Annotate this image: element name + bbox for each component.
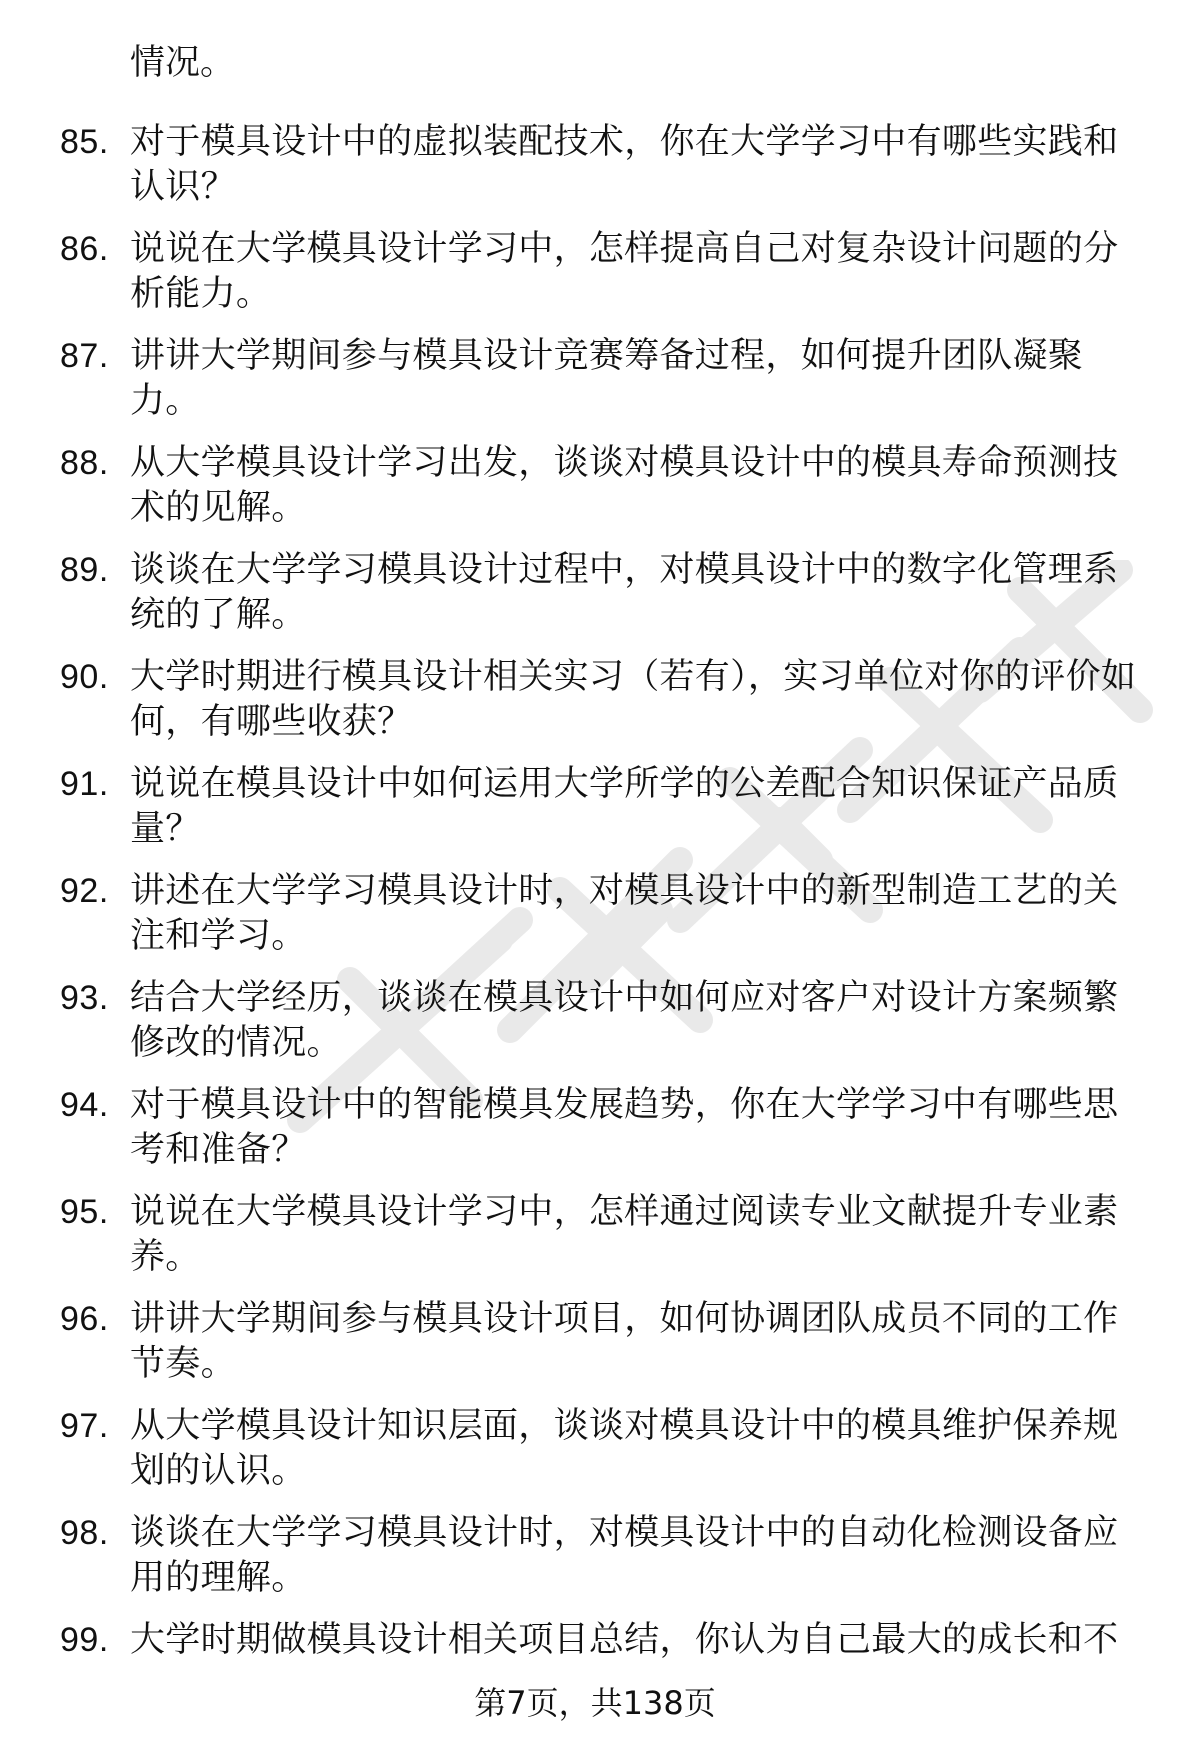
question-number: 97. <box>60 1407 109 1445</box>
question-text: 谈谈在大学学习模具设计过程中，对模具设计中的数字化管理系统的了解。 <box>130 550 1119 635</box>
question-number: 85. <box>60 123 109 161</box>
question-text: 对于模具设计中的虚拟装配技术，你在大学学习中有哪些实践和认识？ <box>130 122 1119 207</box>
question-number: 91. <box>60 765 109 803</box>
question-text: 谈谈在大学学习模具设计时，对模具设计中的自动化检测设备应用的理解。 <box>130 1513 1119 1598</box>
question-number: 95. <box>60 1193 109 1231</box>
question-text: 大学时期进行模具设计相关实习（若有），实习单位对你的评价如何，有哪些收获？ <box>130 657 1137 742</box>
question-number: 98. <box>60 1514 109 1552</box>
page-footer: 第7页，共138页 <box>474 1684 716 1722</box>
question-item <box>60 1297 1145 1387</box>
question-number: 87. <box>60 337 109 375</box>
question-number: 92. <box>60 872 109 910</box>
question-text: 讲讲大学期间参与模具设计竞赛筹备过程，如何提升团队凝聚力。 <box>130 336 1084 421</box>
question-number: 86. <box>60 230 109 268</box>
question-item <box>60 1618 1145 1663</box>
question-text: 说说在大学模具设计学习中，怎样提高自己对复杂设计问题的分析能力。 <box>130 229 1119 314</box>
question-number: 99. <box>60 1621 109 1659</box>
question-text: 从大学模具设计知识层面，谈谈对模具设计中的模具维护保养规划的认识。 <box>130 1406 1119 1491</box>
question-item <box>60 655 1145 745</box>
question-number: 88. <box>60 444 109 482</box>
question-item <box>60 976 1145 1066</box>
question-item <box>60 227 1145 317</box>
question-item <box>60 120 1145 210</box>
question-text: 说说在模具设计中如何运用大学所学的公差配合知识保证产品质量？ <box>130 764 1119 849</box>
question-text: 讲述在大学学习模具设计时，对模具设计中的新型制造工艺的关注和学习。 <box>130 871 1119 956</box>
question-number: 96. <box>60 1300 109 1338</box>
question-item <box>60 1190 1145 1280</box>
question-text: 对于模具设计中的智能模具发展趋势，你在大学学习中有哪些思考和准备？ <box>130 1085 1119 1170</box>
question-item <box>60 441 1145 531</box>
question-item <box>60 869 1145 959</box>
question-item <box>60 1083 1145 1173</box>
question-text: 讲讲大学期间参与模具设计项目，如何协调团队成员不同的工作节奏。 <box>130 1299 1119 1384</box>
question-item <box>60 1511 1145 1601</box>
question-number: 89. <box>60 551 109 589</box>
question-item <box>60 1404 1145 1494</box>
question-text: 说说在大学模具设计学习中，怎样通过阅读专业文献提升专业素养。 <box>130 1192 1119 1277</box>
question-item <box>60 762 1145 852</box>
question-text: 从大学模具设计学习出发，谈谈对模具设计中的模具寿命预测技术的见解。 <box>130 443 1119 528</box>
question-number: 93. <box>60 979 109 1017</box>
question-list <box>60 40 1145 1680</box>
question-item <box>60 548 1145 638</box>
question-number: 90. <box>60 658 109 696</box>
question-item <box>60 334 1145 424</box>
continued-text: 情况。 <box>130 43 236 83</box>
question-text: 大学时期做模具设计相关项目总结，你认为自己最大的成长和不 <box>130 1620 1119 1660</box>
question-text: 结合大学经历，谈谈在模具设计中如何应对客户对设计方案频繁修改的情况。 <box>130 978 1119 1063</box>
question-number: 94. <box>60 1086 109 1124</box>
